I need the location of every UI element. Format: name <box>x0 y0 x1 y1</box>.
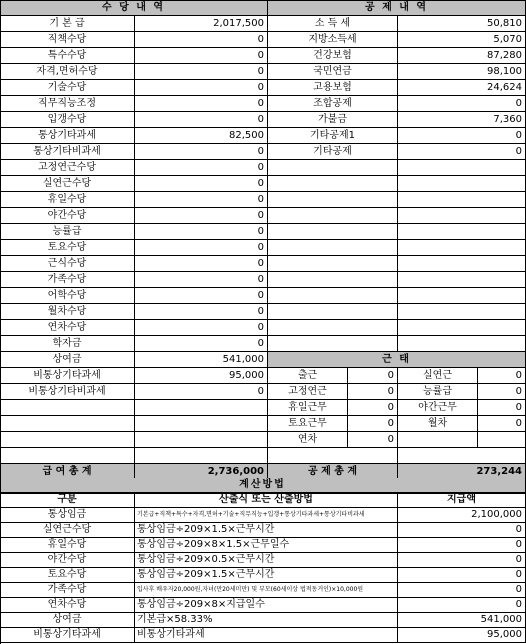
attendance-label: 야간근무 <box>398 400 478 416</box>
income-label: 휴일수당 <box>0 192 135 208</box>
table-row <box>0 160 526 176</box>
attendance-label: 실연근 <box>398 368 478 384</box>
calc-amount: 0 <box>398 568 526 583</box>
income-value: 0 <box>135 192 268 208</box>
attendance-value <box>478 432 526 448</box>
income-value: 95,000 <box>135 368 268 384</box>
income-value-empty <box>135 448 268 464</box>
deduction-value-empty <box>398 272 526 288</box>
calc-amount: 0 <box>398 553 526 568</box>
income-label: 비통상기타비과세 <box>0 384 135 400</box>
deduction-value-empty <box>398 208 526 224</box>
gross-total-value: 2,736,000 <box>135 464 268 480</box>
calc-item: 가족수당 <box>0 583 135 598</box>
table-row <box>0 256 526 272</box>
deduction-value-empty <box>398 336 526 352</box>
deduction-label: 건강보험 <box>268 48 398 64</box>
income-label: 통상기타비과세 <box>0 144 135 160</box>
deduction-label: 국민연금 <box>268 64 398 80</box>
calc-formula: 비통상기타과세 <box>135 628 398 643</box>
calc-item: 연차수당 <box>0 598 135 613</box>
table-row <box>0 32 526 48</box>
deduction-label-empty <box>268 224 398 240</box>
income-label: 월차수당 <box>0 304 135 320</box>
calc-formula: 통상임금÷209×8×지급일수 <box>135 598 398 613</box>
calc-formula: 기본급×58.33% <box>135 613 398 628</box>
attendance-label: 휴일근무 <box>268 400 348 416</box>
deduction-value-empty <box>398 256 526 272</box>
calc-amount: 0 <box>398 523 526 538</box>
deduction-value-empty <box>398 160 526 176</box>
deduction-header: 공 제 내 역 <box>268 0 526 16</box>
deduction-value: 98,100 <box>398 64 526 80</box>
income-header: 수 당 내 역 <box>0 0 268 16</box>
table-row <box>0 64 526 80</box>
attendance-value: 0 <box>478 368 526 384</box>
header-row <box>0 0 526 16</box>
attendance-value: 0 <box>348 400 398 416</box>
income-label: 능률급 <box>0 224 135 240</box>
income-value: 541,000 <box>135 352 268 368</box>
table-row <box>0 320 526 336</box>
deduction-value-empty <box>398 304 526 320</box>
income-value: 82,500 <box>135 128 268 144</box>
deduction-value-empty <box>398 176 526 192</box>
table-row <box>0 16 526 32</box>
income-label: 실연근수당 <box>0 176 135 192</box>
calc-row <box>0 553 526 568</box>
calc-item: 상여금 <box>0 613 135 628</box>
income-label-empty <box>0 416 135 432</box>
deduction-total-label: 공 제 총 계 <box>268 464 398 480</box>
income-value: 0 <box>135 336 268 352</box>
calc-item: 휴일수당 <box>0 538 135 553</box>
table-row <box>0 96 526 112</box>
deduction-value: 0 <box>398 96 526 112</box>
calc-item: 토요수당 <box>0 568 135 583</box>
deduction-value-empty <box>398 320 526 336</box>
deduction-value: 50,810 <box>398 16 526 32</box>
calc-amount: 0 <box>398 598 526 613</box>
table-row <box>0 448 526 464</box>
income-value: 0 <box>135 256 268 272</box>
table-row <box>0 432 526 448</box>
income-label: 토요수당 <box>0 240 135 256</box>
deduction-label: 가불금 <box>268 112 398 128</box>
attendance-value: 0 <box>348 368 398 384</box>
deduction-value-empty <box>398 448 526 464</box>
deduction-label-empty <box>268 160 398 176</box>
gross-total-label: 급 여 총 계 <box>0 464 135 480</box>
calc-formula: 통상임금÷209×1.5×근무시간 <box>135 568 398 583</box>
deduction-label-empty <box>268 320 398 336</box>
income-label: 기술수당 <box>0 80 135 96</box>
calc-col-formula: 산출식 또는 산출방법 <box>135 493 398 508</box>
table-row <box>0 304 526 320</box>
table-row <box>0 128 526 144</box>
income-value: 2,017,500 <box>135 16 268 32</box>
income-label-empty <box>0 400 135 416</box>
table-row <box>0 240 526 256</box>
calc-title: 계산방법 <box>0 478 526 493</box>
deduction-label: 소 득 세 <box>268 16 398 32</box>
income-label: 입갱수당 <box>0 112 135 128</box>
deduction-label: 조합공제 <box>268 96 398 112</box>
deduction-value: 5,070 <box>398 32 526 48</box>
attendance-value: 0 <box>478 400 526 416</box>
calc-amount: 0 <box>398 583 526 598</box>
deduction-label-empty <box>268 240 398 256</box>
calc-item: 비통상기타과세 <box>0 628 135 643</box>
deduction-value: 87,280 <box>398 48 526 64</box>
attendance-label: 고정연근 <box>268 384 348 400</box>
deduction-label-empty <box>268 176 398 192</box>
attendance-label: 연차 <box>268 432 348 448</box>
table-row <box>0 336 526 352</box>
income-label: 비통상기타과세 <box>0 368 135 384</box>
calc-row <box>0 538 526 553</box>
income-value: 0 <box>135 48 268 64</box>
table-row <box>0 176 526 192</box>
income-label: 상여금 <box>0 352 135 368</box>
income-label-empty <box>0 432 135 448</box>
table-row <box>0 416 526 432</box>
deduction-total-value: 273,244 <box>398 464 526 480</box>
income-value: 0 <box>135 272 268 288</box>
income-value: 0 <box>135 96 268 112</box>
income-label: 기 본 급 <box>0 16 135 32</box>
calc-amount: 2,100,000 <box>398 508 526 523</box>
deduction-value-empty <box>398 288 526 304</box>
deduction-label-empty <box>268 192 398 208</box>
income-label: 학자금 <box>0 336 135 352</box>
deduction-label-empty <box>268 304 398 320</box>
income-value: 0 <box>135 304 268 320</box>
income-label: 가족수당 <box>0 272 135 288</box>
deduction-value-empty <box>398 192 526 208</box>
calc-amount: 0 <box>398 538 526 553</box>
income-value: 0 <box>135 208 268 224</box>
deduction-value: 0 <box>398 144 526 160</box>
income-value: 0 <box>135 160 268 176</box>
calc-col-item: 구분 <box>0 493 135 508</box>
deduction-label: 고용보험 <box>268 80 398 96</box>
table-row <box>0 192 526 208</box>
income-label: 연차수당 <box>0 320 135 336</box>
attendance-value: 0 <box>478 384 526 400</box>
table-row <box>0 288 526 304</box>
attendance-value: 0 <box>478 416 526 432</box>
calc-row <box>0 613 526 628</box>
calc-item: 야간수당 <box>0 553 135 568</box>
income-value-empty <box>135 432 268 448</box>
calc-formula: 통상임금÷209×0.5×근무시간 <box>135 553 398 568</box>
calc-formula: 통상임금÷209×1.5×근무시간 <box>135 523 398 538</box>
attendance-header: 근 태 <box>268 352 526 368</box>
income-label: 통상기타과세 <box>0 128 135 144</box>
income-value: 0 <box>135 80 268 96</box>
calc-amount: 541,000 <box>398 613 526 628</box>
attendance-value: 0 <box>348 384 398 400</box>
income-label: 근식수당 <box>0 256 135 272</box>
deduction-label-empty <box>268 208 398 224</box>
calc-row <box>0 598 526 613</box>
attendance-label <box>398 432 478 448</box>
income-value: 0 <box>135 288 268 304</box>
calc-title-row <box>0 478 526 493</box>
income-value-empty <box>135 416 268 432</box>
income-value: 0 <box>135 320 268 336</box>
table-row <box>0 352 526 368</box>
calc-header-row <box>0 493 526 508</box>
calc-item: 실연근수당 <box>0 523 135 538</box>
deduction-label-empty <box>268 288 398 304</box>
deduction-label-empty <box>268 256 398 272</box>
table-row <box>0 208 526 224</box>
deduction-label-empty <box>268 448 398 464</box>
calc-col-amount: 지급액 <box>398 493 526 508</box>
attendance-value: 0 <box>348 432 398 448</box>
income-value: 0 <box>135 144 268 160</box>
table-row <box>0 272 526 288</box>
deduction-value: 0 <box>398 128 526 144</box>
income-value: 0 <box>135 224 268 240</box>
deduction-value: 24,624 <box>398 80 526 96</box>
table-row <box>0 144 526 160</box>
deduction-label: 기타공제 <box>268 144 398 160</box>
calc-formula: 기본급+직책+특수+자격,면허+기술+직무직능+입갱+통상기타과세+통상기타비과세 <box>135 508 398 523</box>
attendance-label: 월차 <box>398 416 478 432</box>
attendance-label: 능률급 <box>398 384 478 400</box>
deduction-label-empty <box>268 336 398 352</box>
calc-formula: 통상임금÷209×8×1.5×근무일수 <box>135 538 398 553</box>
deduction-label: 지방소득세 <box>268 32 398 48</box>
income-value: 0 <box>135 64 268 80</box>
table-row <box>0 384 526 400</box>
table-row <box>0 80 526 96</box>
table-row <box>0 368 526 384</box>
calc-amount: 95,000 <box>398 628 526 643</box>
attendance-label: 토요근무 <box>268 416 348 432</box>
deduction-label-empty <box>268 272 398 288</box>
income-label: 특수수당 <box>0 48 135 64</box>
table-row <box>0 224 526 240</box>
income-label: 야간수당 <box>0 208 135 224</box>
calc-row <box>0 628 526 643</box>
income-value: 0 <box>135 32 268 48</box>
calc-row <box>0 583 526 598</box>
table-row <box>0 400 526 416</box>
income-label-empty <box>0 448 135 464</box>
income-value-empty <box>135 400 268 416</box>
attendance-value: 0 <box>348 416 398 432</box>
income-value: 0 <box>135 240 268 256</box>
deduction-value: 7,360 <box>398 112 526 128</box>
income-value: 0 <box>135 112 268 128</box>
table-row <box>0 48 526 64</box>
calc-formula: 입사후 배우자20,000원,자녀(만20세미만) 및 부모(60세이상 법적동거인)×10,000원 <box>135 583 398 598</box>
income-label: 직무직능조정 <box>0 96 135 112</box>
deduction-value-empty <box>398 224 526 240</box>
attendance-label: 출근 <box>268 368 348 384</box>
income-value: 0 <box>135 384 268 400</box>
table-row <box>0 112 526 128</box>
deduction-value-empty <box>398 240 526 256</box>
calc-row <box>0 508 526 523</box>
income-label: 직책수당 <box>0 32 135 48</box>
income-label: 고정연근수당 <box>0 160 135 176</box>
deduction-label: 기타공제1 <box>268 128 398 144</box>
calc-item: 통상임금 <box>0 508 135 523</box>
calc-row <box>0 523 526 538</box>
income-label: 자격,면허수당 <box>0 64 135 80</box>
income-label: 어학수당 <box>0 288 135 304</box>
income-value: 0 <box>135 176 268 192</box>
calc-row <box>0 568 526 583</box>
